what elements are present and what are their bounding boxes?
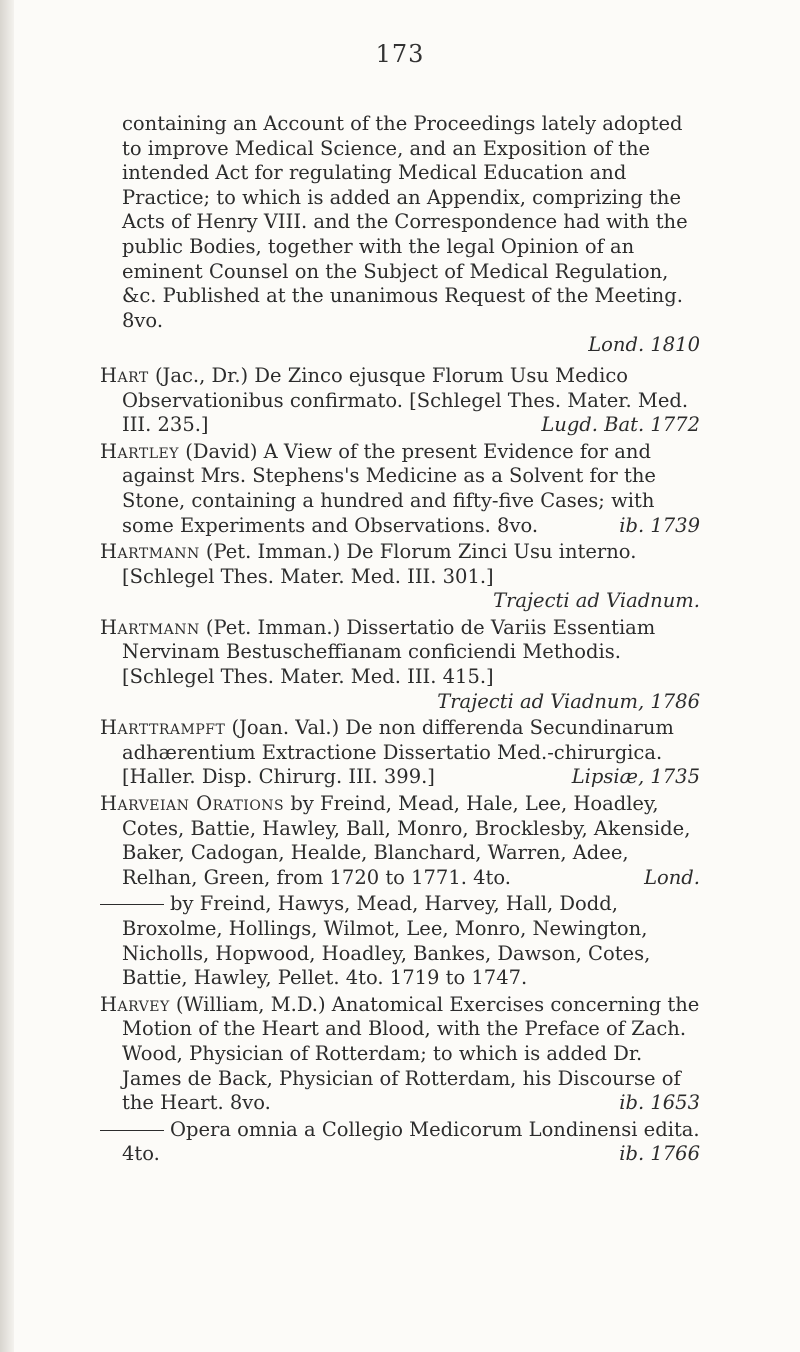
entry-text: (David) A View of the present Evidence for and against Mrs. Stephens's Medicine as a Solvent for the Stone, containing a hundred and fifty-five Cases; with some Experiments and Observations. 8vo. [122, 439, 656, 537]
entry-text: Opera omnia a Collegio Medicorum Londinensi edita. [170, 1117, 700, 1141]
entry-imprint: Lond. [644, 865, 700, 889]
entry-author: Hartmann [100, 540, 200, 564]
entry-author: Hartmann [100, 615, 200, 639]
entry-text: (Joan. Val.) De non differenda Secundinarum adhærentium Extractione Dissertatio Med.-chirurgica. [Haller. Disp. Chirurg. III. 399.] [122, 716, 674, 789]
entry-author: Harttrampft [100, 716, 226, 740]
entry-hartmann-1 [100, 540, 700, 614]
entry-imprint: ib. 1653 [619, 1091, 700, 1115]
page-number: 173 [375, 40, 425, 68]
entry-format: 4to. [122, 1142, 160, 1166]
entry-imprint: ib. 1766 [619, 1142, 700, 1166]
entry-harttrampft [100, 716, 700, 790]
entry-text: by Freind, Mead, Hale, Lee, Hoadley, Cotes, Battie, Hawley, Ball, Monro, Brocklesby, Akenside, Baker, Cadogan, Healde, Blanchard, Warren, Adee, Relhan, Green, from 1720 to 1771. 4to. [122, 792, 691, 889]
entry-imprint: ib. 1739 [619, 513, 700, 537]
entry-harvey-1 [100, 993, 700, 1116]
entry-text: (Pet. Imman.) De Florum Zinci Usu interno. [Schlegel Thes. Mater. Med. III. 301.] [122, 540, 637, 588]
entry-hart [100, 364, 700, 438]
entry-text: (Jac., Dr.) De Zinco ejusque Florum Usu Medico Observationibus confirmato. [Schlegel Thes. Mater. Med. III. 235.] [122, 363, 689, 437]
entry-hartmann-2 [100, 616, 700, 714]
entry-harveian-orations-2 [100, 892, 700, 990]
entry-author: Harveian Orations [100, 792, 285, 816]
entry-imprint: Lond. 1810 [588, 333, 700, 357]
entry-imprint: Trajecti ad Viadnum. [493, 589, 700, 613]
entry-text: containing an Account of the Proceedings lately adopted to improve Medical Science, and an Exposition of the intended Act for regulating Medical Education and Practice; to which is added an Appendix, comprizing the Acts of Henry VIII. and the Correspondence had with the public Bodies, together with the legal Opinion of an eminent Counsel on the Subject of Medical Regulation, &c. Published at the unanimous Request of the Meeting. 8vo. [122, 112, 688, 332]
entry-author: Harvey [100, 992, 170, 1016]
entry-imprint: Trajecti ad Viadnum, 1786 [437, 689, 700, 713]
ditto-dash [100, 1130, 164, 1131]
bibliography-text [100, 112, 700, 1169]
page-gutter [0, 0, 14, 1352]
entry-text: by Freind, Hawys, Mead, Harvey, Hall, Dodd, Broxolme, Hollings, Wilmot, Lee, Monro, Newington, Nicholls, Hopwood, Hoadley, Bankes, Dawson, Cotes, Battie, Hawley, Pellet. 4to. 1719 to 1747. [122, 892, 651, 990]
entry-author: Hartley [100, 439, 180, 463]
entry-text: (William, M.D.) Anatomical Exercises concerning the Motion of the Heart and Blood, with the Preface of Zach. Wood, Physician of Rotterdam; to which is added Dr. James de Back, Physician of Rotterdam, his Discourse of the Heart. 8vo. [122, 992, 700, 1115]
entry-imprint: Lipsiæ, 1735 [571, 765, 700, 789]
entry-hartley [100, 440, 700, 538]
entry-last-line [122, 1142, 700, 1167]
ditto-dash [100, 904, 164, 905]
entry-harvey-2 [100, 1118, 700, 1167]
entry-text: (Pet. Imman.) Dissertatio de Variis Essentiam Nervinam Bestuscheffianam conficiendi Methodis. [Schlegel Thes. Mater. Med. III. 415.] [122, 615, 656, 689]
entry-author: Hart [100, 363, 149, 387]
entry-imprint: Lugd. Bat. 1772 [541, 413, 700, 437]
entry-continuation [100, 112, 700, 358]
entry-harveian-orations-1 [100, 792, 700, 890]
